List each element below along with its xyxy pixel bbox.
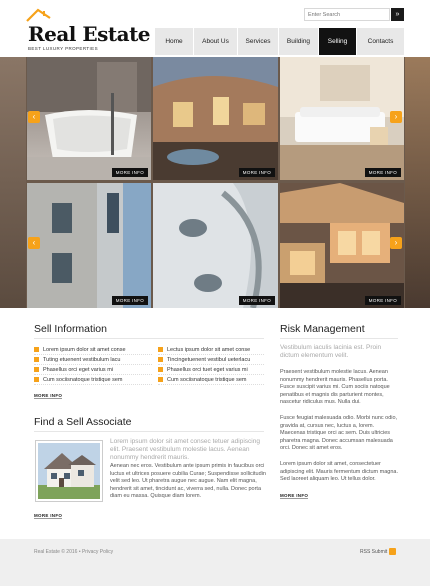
more-info-badge[interactable]: MORE INFO — [112, 296, 148, 305]
bullet-icon — [158, 367, 163, 372]
risk-paragraph-2: Fusce feugiat malesuada odio. Morbi nunc odio, gravida at, cursus nec, luctus a, lorem. Maecenas tristique orci ac sem. Duis ultricies pharetra magna. Donec accumsan malesuada orci. Donec sit amet eros. — [280, 415, 398, 451]
list-item[interactable]: Cum sociisnatoque tristique sem — [34, 375, 152, 385]
gallery-prev-arrow-icon[interactable]: ‹ — [28, 111, 40, 123]
more-info-badge[interactable]: MORE INFO — [112, 168, 148, 177]
gallery-right-strip — [405, 57, 430, 308]
photo-gallery — [0, 57, 430, 308]
brand-name: Real Estate — [28, 22, 151, 46]
divider — [34, 431, 264, 432]
sell-info-list-1 — [34, 345, 152, 385]
associate-title: Find a Sell Associate — [34, 416, 132, 428]
more-info-badge[interactable]: MORE INFO — [365, 296, 401, 305]
sell-info-title: Sell Information — [34, 323, 107, 335]
list-item[interactable]: Lectus ipsum dolor sit amet conse — [158, 345, 264, 355]
gallery-photo-facade[interactable] — [27, 183, 151, 308]
gallery-photo-living-room[interactable] — [280, 57, 404, 180]
gallery-left-strip — [0, 57, 26, 308]
sell-info-list-2 — [158, 345, 264, 385]
more-info-badge[interactable]: MORE INFO — [239, 168, 275, 177]
footer — [0, 539, 430, 586]
nav-services[interactable]: Services — [237, 28, 278, 55]
bullet-icon — [158, 357, 163, 362]
house-image — [38, 443, 100, 499]
divider — [280, 338, 398, 339]
list-item[interactable]: Phasellus orci tuet eget varius mi — [158, 365, 264, 375]
sell-info-more-link[interactable]: MORE INFO — [34, 393, 63, 398]
nav-about-us[interactable]: About Us — [193, 28, 237, 55]
associate-photo — [35, 440, 103, 502]
logo[interactable] — [28, 10, 151, 51]
search-button[interactable]: » — [391, 8, 404, 21]
more-info-badge[interactable]: MORE INFO — [239, 296, 275, 305]
balconies-image — [153, 183, 278, 308]
main-nav — [154, 28, 404, 55]
risk-paragraph-3: Lorem ipsum dolor sit amet, consectetuer adipiscing elit. Mauris fermentum dictum magna. Sed laoreet aliquam leo. Ut tellus dolor. — [280, 461, 398, 482]
list-item[interactable]: Lorem ipsum dolor sit amet conse — [34, 345, 152, 355]
nav-home[interactable]: Home — [154, 28, 193, 55]
living-room-image — [280, 57, 404, 180]
nav-contacts[interactable]: Contacts — [356, 28, 404, 55]
risk-lead: Vestibulum iaculis lacinia est. Proin dictum elementum velit. — [280, 344, 382, 359]
risk-title: Risk Management — [280, 323, 365, 335]
divider — [34, 338, 264, 339]
risk-more-link[interactable]: MORE INFO — [280, 493, 309, 498]
bullet-icon — [158, 347, 163, 352]
list-item[interactable]: Phasellus orci eget varius mi — [34, 365, 152, 375]
associate-body: Aenean nec eros. Vestibulum ante ipsum primis in faucibus orci luctus et ultrices posuere cubilia Curae; Suspendisse sollicitudin velit sed leo. Ut pharetra augue nec augue. Nam elit magna, hendrerit sit amet, tincidunt ac, viverra sed, nulla. Donec porta diam eu massa. Quisque diam lorem. — [110, 463, 266, 499]
gallery-next-arrow-icon[interactable]: › — [390, 237, 402, 249]
gallery-photo-bathroom[interactable] — [27, 57, 151, 180]
nav-building[interactable]: Building — [278, 28, 318, 55]
nav-selling[interactable]: Selling — [318, 28, 356, 55]
gallery-photo-balconies[interactable] — [153, 183, 278, 308]
search-input[interactable] — [304, 8, 390, 21]
associate-more-link[interactable]: MORE INFO — [34, 513, 63, 518]
brand-tagline: BEST LUXURY PROPERTIES — [28, 46, 98, 51]
rss-link[interactable]: RSS Submit — [360, 549, 388, 555]
gallery-photo-villa[interactable] — [280, 183, 404, 308]
facade-image — [27, 183, 151, 308]
more-info-badge[interactable]: MORE INFO — [365, 168, 401, 177]
bullet-icon — [34, 377, 39, 382]
risk-paragraph-1: Praesent vestibulum molestie lacus. Aenean nonummy hendrerit mauris. Phasellus porta. Fusce suscipit varius mi. Cum sociis natoque penatibus et magnis dis parturient montes, nascetur ridiculus mus. Nulla dui. — [280, 369, 390, 405]
bullet-icon — [34, 367, 39, 372]
list-item[interactable]: Cum sociisnatoque tristique sem — [158, 375, 264, 385]
associate-lead: Lorem ipsum dolor sit amet consec tetuer adipiscing elit. Praesent vestibulum molestie lacus. Aenean nonummy hendrerit mauris. — [110, 438, 260, 461]
gallery-next-arrow-icon[interactable]: › — [390, 111, 402, 123]
courtyard-image — [153, 57, 278, 180]
roof-logo-icon — [26, 8, 66, 22]
footer-copyright[interactable]: Real Estate © 2016 • Privacy Policy — [34, 549, 114, 555]
list-item[interactable]: Tincingetuenent vestibul ueterlacu — [158, 355, 264, 365]
gallery-prev-arrow-icon[interactable]: ‹ — [28, 237, 40, 249]
list-item[interactable]: Tuting etuenent vestibulum lacu — [34, 355, 152, 365]
bullet-icon — [34, 357, 39, 362]
gallery-photo-courtyard[interactable] — [153, 57, 278, 180]
header — [0, 0, 430, 56]
villa-image — [280, 183, 404, 308]
bullet-icon — [34, 347, 39, 352]
rss-icon[interactable] — [389, 548, 396, 555]
bathroom-image — [27, 57, 151, 180]
bullet-icon — [158, 377, 163, 382]
